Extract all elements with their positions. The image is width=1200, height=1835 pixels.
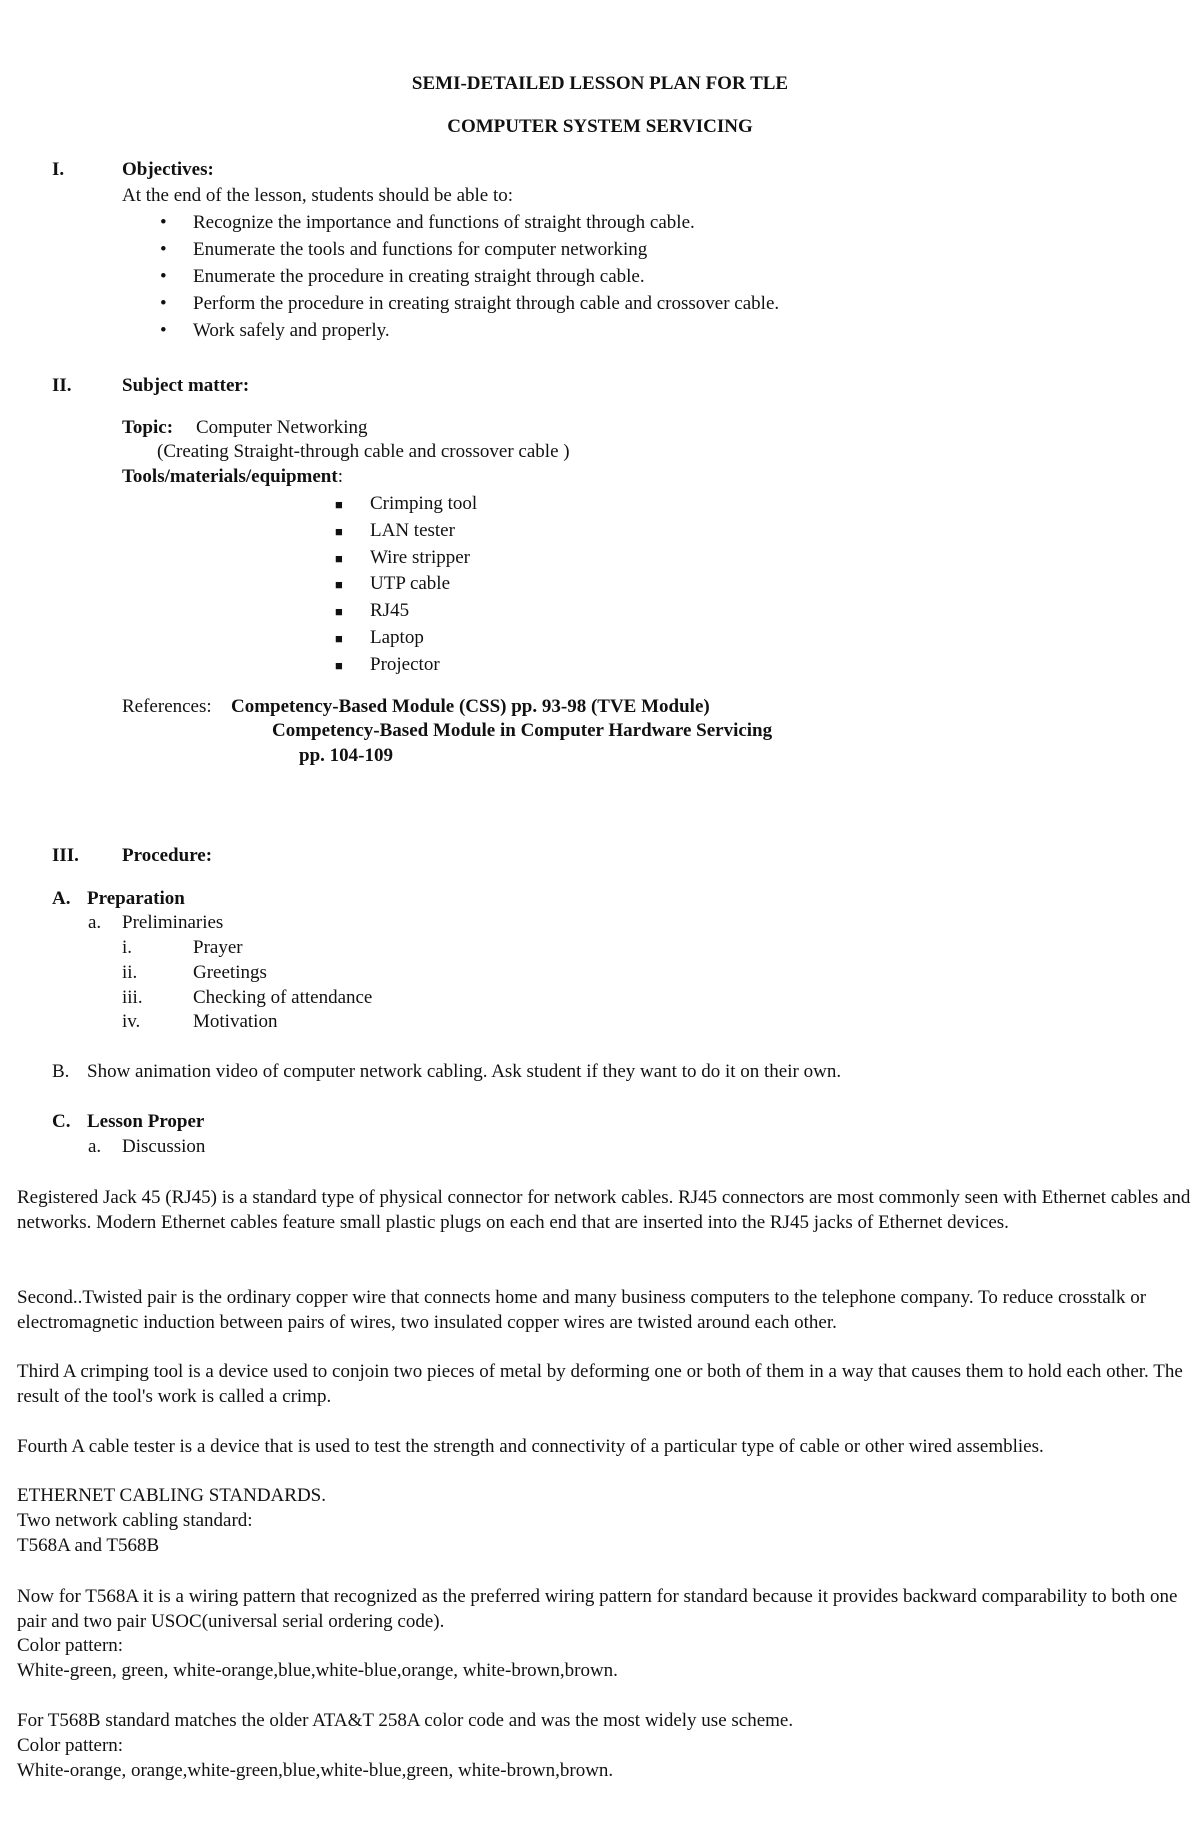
preliminary-item: Prayer	[193, 937, 243, 958]
bullet-icon: •	[160, 320, 167, 341]
topic-subtitle: (Creating Straight-through cable and crossover cable )	[157, 441, 570, 462]
square-bullet-icon: ■	[335, 577, 343, 592]
discussion-letter: a.	[88, 1136, 102, 1157]
bullet-icon: •	[160, 239, 167, 260]
objective-item: Recognize the importance and functions of straight through cable.	[193, 212, 695, 233]
discussion-paragraph: Second..Twisted pair is the ordinary copper wire that connects home and many business computers to the telephone company. To reduce crosstalk or electromagnetic induction between pairs of wires, two insulated copper wires are twisted around each other.	[17, 1287, 1147, 1333]
tool-item: Crimping tool	[370, 493, 478, 514]
t568a-colors: White-green, green, white-orange,blue,white-blue,orange, white-brown,brown.	[17, 1660, 618, 1681]
objective-item: Work safely and properly.	[193, 320, 390, 341]
procedure-letter-c: C.	[52, 1111, 71, 1132]
bullet-icon: •	[160, 293, 167, 314]
tool-item: Projector	[370, 654, 440, 675]
square-bullet-icon: ■	[335, 497, 343, 512]
objectives-intro: At the end of the lesson, students should be able to:	[122, 185, 514, 206]
preliminary-number: i.	[122, 937, 133, 958]
discussion-paragraph: Registered Jack 45 (RJ45) is a standard type of physical connector for network cables. RJ45 connectors are most commonly seen with Ethernet cables and networks. Modern Ethernet cables feature small plastic plugs on each end that are inserted into the RJ45 jacks of Ethernet devices.	[17, 1187, 1191, 1233]
document-subtitle: COMPUTER SYSTEM SERVICING	[447, 116, 753, 137]
standards-line: Two network cabling standard:	[17, 1510, 253, 1531]
topic-value: Computer Networking	[196, 417, 368, 438]
tools-colon: :	[337, 466, 343, 487]
bullet-icon: •	[160, 212, 167, 233]
section-number-objectives: I.	[52, 159, 65, 180]
square-bullet-icon: ■	[335, 524, 343, 539]
discussion-paragraph: Third A crimping tool is a device used to conjoin two pieces of metal by deforming one or both of them in a way that causes them to hold each other. The result of the tool's work is called a crimp.	[17, 1361, 1183, 1407]
subject-heading: Subject matter:	[122, 375, 250, 396]
procedure-letter-b: B.	[52, 1061, 70, 1082]
tool-item: RJ45	[370, 600, 410, 621]
objectives-heading: Objectives:	[122, 159, 214, 180]
tool-item: LAN tester	[370, 520, 455, 541]
discussion-label: Discussion	[122, 1136, 206, 1157]
reference-pages: pp. 104-109	[299, 745, 393, 766]
preliminary-item: Greetings	[193, 962, 267, 983]
standards-heading: ETHERNET CABLING STANDARDS.	[17, 1485, 326, 1506]
t568b-colors: White-orange, orange,white-green,blue,white-blue,green, white-brown,brown.	[17, 1760, 614, 1781]
square-bullet-icon: ■	[335, 658, 343, 673]
tools-label-line	[122, 465, 343, 488]
preliminary-number: ii.	[122, 962, 138, 983]
tools-label: Tools/materials/equipment	[122, 466, 338, 487]
tool-item: UTP cable	[370, 573, 451, 594]
bullet-icon: •	[160, 266, 167, 287]
section-number-procedure: III.	[52, 845, 79, 866]
preliminaries-label: Preliminaries	[122, 912, 224, 933]
procedure-heading: Procedure:	[122, 845, 213, 866]
objective-item: Enumerate the tools and functions for computer networking	[193, 239, 648, 260]
preliminaries-letter: a.	[88, 912, 102, 933]
t568a-color-label: Color pattern:	[17, 1635, 124, 1656]
references-label: References:	[122, 696, 212, 717]
t568b-color-label: Color pattern:	[17, 1735, 124, 1756]
tool-item: Laptop	[370, 627, 424, 648]
preliminary-item: Motivation	[193, 1011, 278, 1032]
objective-item: Perform the procedure in creating straight through cable and crossover cable.	[193, 293, 780, 314]
t568a-description: Now for T568A it is a wiring pattern that recognized as the preferred wiring pattern for standard because it provides backward comparability to both one pair and two pair USOC(universal serial ordering code).	[17, 1586, 1178, 1632]
lesson-proper-heading: Lesson Proper	[87, 1111, 205, 1132]
preparation-heading: Preparation	[87, 888, 185, 909]
tool-item: Wire stripper	[370, 547, 471, 568]
procedure-b-text: Show animation video of computer network cabling. Ask student if they want to do it on their own.	[87, 1061, 842, 1082]
standards-line: T568A and T568B	[17, 1535, 160, 1556]
procedure-letter-a: A.	[52, 888, 71, 909]
objective-item: Enumerate the procedure in creating straight through cable.	[193, 266, 645, 287]
preliminary-number: iii.	[122, 987, 143, 1008]
reference-item: Competency-Based Module in Computer Hardware Servicing	[272, 720, 773, 741]
t568b-description: For T568B standard matches the older ATA&T 258A color code and was the most widely use scheme.	[17, 1710, 794, 1731]
document-title: SEMI-DETAILED LESSON PLAN FOR TLE	[411, 73, 789, 94]
square-bullet-icon: ■	[335, 631, 343, 646]
square-bullet-icon: ■	[335, 604, 343, 619]
discussion-paragraph: Fourth A cable tester is a device that is used to test the strength and connectivity of a particular type of cable or other wired assemblies.	[17, 1436, 1044, 1457]
section-number-subject: II.	[52, 375, 72, 396]
preliminary-item: Checking of attendance	[193, 987, 373, 1008]
reference-item: Competency-Based Module (CSS) pp. 93-98 (TVE Module)	[231, 696, 710, 717]
preliminary-number: iv.	[122, 1011, 141, 1032]
topic-label: Topic:	[122, 417, 174, 438]
square-bullet-icon: ■	[335, 551, 343, 566]
